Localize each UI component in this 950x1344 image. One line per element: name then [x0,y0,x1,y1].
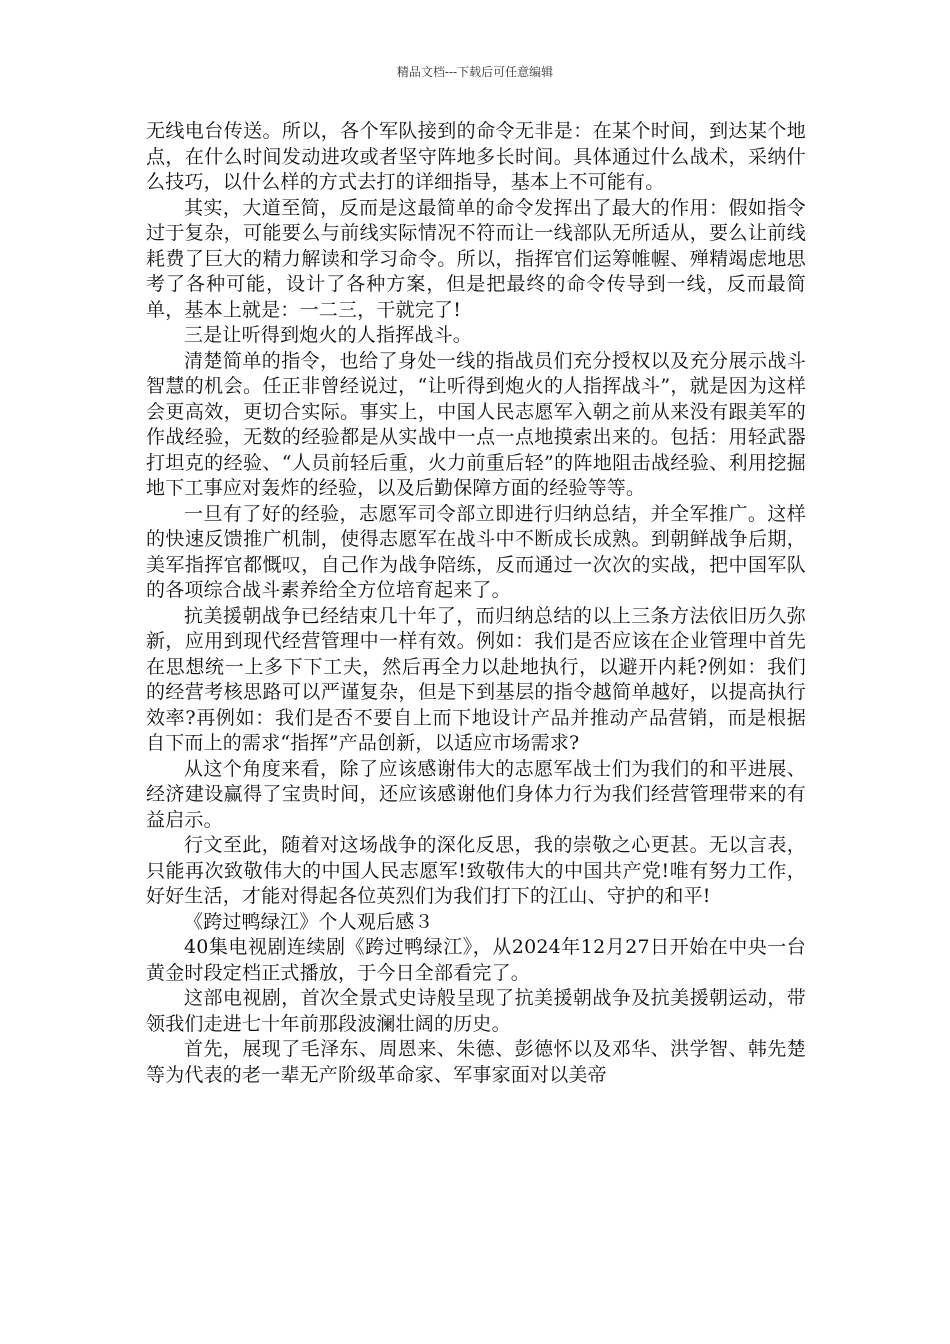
paragraph: 40集电视剧连续剧《跨过鸭绿江》，从2024年12月27日开始在中央一台黄金时段定档正式播放，于今日全部看完了。 [146,936,806,984]
page-header: 精品文档---下载后可任意编辑 [396,65,554,79]
paragraph: 抗美援朝战争已经结束几十年了，而归纳总结的以上三条方法依旧历久弥新，应用到现代经营管理中一样有效。例如：我们是否应该在企业管理中首先在思想统一上多下下工夫，然后再全力以赴地执行，以避开内耗?例如：我们的经营考核思路可以严谨复杂，但是下到基层的指令越简单越好，以提高执行效率?再例如：我们是否不要自上而下地设计产品并推动产品营销，而是根据自下而上的需求“指挥”产品创新，以适应市场需求? [146,604,806,754]
section-title: 《跨过鸭绿江》个人观后感３ [184,910,434,933]
paragraph: 一旦有了好的经验，志愿军司令部立即进行归纳总结，并全军推广。这样的快速反馈推广机制，使得志愿军在战斗中不断成长成熟。到朝鲜战争后期，美军指挥官都慨叹，自己作为战争陪练，反而通过一次次的实战，把中国军队的各项综合战斗素养给全方位培育起来了。 [146,502,806,601]
document-body [146,119,806,1088]
paragraph: 清楚简单的指令，也给了身处一线的指战员们充分授权以及充分展示战斗智慧的机会。任正非曾经说过，“让听得到炮火的人指挥战斗”，就是因为这样会更高效，更切合实际。事实上，中国人民志愿军入朝之前从来没有跟美军的作战经验，无数的经验都是从实战中一点一点地摸索出来的。包括：用轻武器打坦克的经验、“人员前轻后重，火力前重后轻”的阵地阻击战经验、利用挖掘地下工事应对轰炸的经验，以及后勤保障方面的经验等等。 [146,349,806,499]
paragraph: 这部电视剧，首次全景式史诗般呈现了抗美援朝战争及抗美援朝运动，带领我们走进七十年前那段波澜壮阔的历史。 [146,987,806,1035]
paragraph: 首先，展现了毛泽东、周恩来、朱德、彭德怀以及邓华、洪学智、韩先楚等为代表的老一辈无产阶级革命家、军事家面对以美帝 [146,1038,806,1086]
paragraph: 无线电台传送。所以，各个军队接到的命令无非是：在某个时间，到达某个地点，在什么时间发动进攻或者坚守阵地多长时间。具体通过什么战术，采纳什么技巧，以什么样的方式去打的详细指导，基本上不可能有。 [146,120,806,193]
paragraph: 从这个角度来看，除了应该感谢伟大的志愿军战士们为我们的和平进展、经济建设赢得了宝贵时间，还应该感谢他们身体力行为我们经营管理带来的有益启示。 [146,757,806,831]
section-heading: 三是让听得到炮火的人指挥战斗。 [184,324,473,346]
paragraph: 行文至此，随着对这场战争的深化反思，我的崇敬之心更甚。无以言表，只能再次致敬伟大的中国人民志愿军!致敬伟大的中国共产党!唯有努力工作，好好生活，才能对得起各位英烈们为我们打下的江山、守护的和平! [146,834,806,907]
paragraph: 其实，大道至简，反而是这最简单的命令发挥出了最大的作用：假如指令过于复杂，可能要么与前线实际情况不符而让一线部队无所适从，要么让前线耗费了巨大的精力解读和学习命令。所以，指挥官们运筹帷幄、殚精竭虑地思考了各种可能，设计了各种方案，但是把最终的命令传导到一线，反而最简单，基本上就是：一二三，干就完了! [146,196,806,321]
